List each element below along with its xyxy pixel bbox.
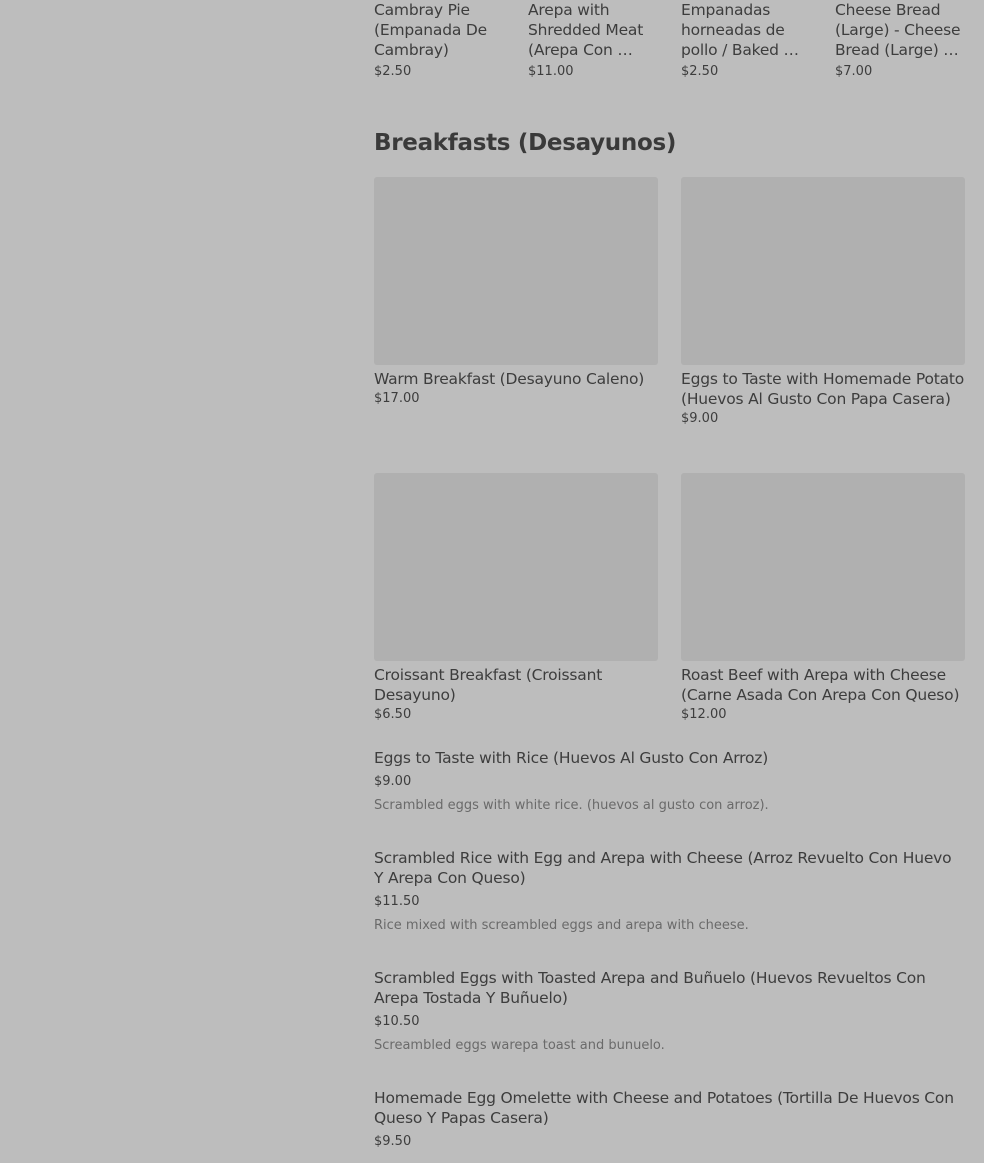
- item-title: Scrambled Eggs with Toasted Arepa and Buñuelo (Huevos Revueltos Con Arepa Tostada Y Buñuelo): [374, 969, 926, 1007]
- item-title: Homemade Egg Omelette with Cheese and Potatoes (Tortilla De Huevos Con Queso Y Papas Casera): [374, 1089, 954, 1127]
- menu-list-item[interactable]: [374, 1088, 964, 1149]
- item-description: Scrambled eggs with white rice. (huevos al gusto con arroz).: [374, 798, 769, 813]
- item-title: Warm Breakfast (Desayuno Caleno): [374, 370, 645, 388]
- menu-card-baked-empanadas[interactable]: [681, 0, 815, 79]
- menu-card-cambray-pie[interactable]: [374, 0, 508, 79]
- item-image-placeholder: [374, 177, 658, 365]
- item-title: Cheese Bread (Large) - Cheese Bread (Large) …: [835, 1, 961, 59]
- item-title: Croissant Breakfast (Croissant Desayuno): [374, 666, 603, 704]
- item-image-placeholder: [374, 473, 658, 661]
- item-title: Roast Beef with Arepa with Cheese (Carne Asada Con Arepa Con Queso): [681, 666, 960, 704]
- item-title: Arepa with Shredded Meat (Arepa Con …: [528, 1, 644, 59]
- item-image-placeholder: [681, 177, 965, 365]
- menu-card-warm-breakfast[interactable]: [374, 177, 658, 406]
- menu-card-eggs-homemade-potato[interactable]: [681, 177, 965, 426]
- item-description: Rice mixed with screambled eggs and arepa with cheese.: [374, 918, 749, 933]
- item-price: $9.00: [374, 774, 412, 789]
- menu-list-item[interactable]: [374, 968, 964, 1053]
- menu-card-roast-beef-arepa[interactable]: [681, 473, 965, 722]
- item-description: Screambled eggs warepa toast and bunuelo.: [374, 1038, 665, 1053]
- item-price: $11.50: [374, 894, 420, 909]
- menu-card-arepa-shredded-meat[interactable]: [528, 0, 662, 79]
- item-price: $11.00: [528, 64, 574, 79]
- menu-card-croissant-breakfast[interactable]: [374, 473, 658, 722]
- item-price: $9.50: [374, 1134, 412, 1149]
- item-image-placeholder: [681, 473, 965, 661]
- item-title: Eggs to Taste with Homemade Potato (Huevos Al Gusto Con Papa Casera): [681, 370, 965, 408]
- menu-list-item[interactable]: [374, 748, 964, 813]
- item-price: $2.50: [681, 64, 719, 79]
- item-price: $17.00: [374, 391, 420, 406]
- item-title: Empanadas horneadas de pollo / Baked …: [681, 1, 799, 59]
- item-title: Cambray Pie (Empanada De Cambray): [374, 1, 487, 59]
- item-price: $12.00: [681, 707, 727, 722]
- item-price: $9.00: [681, 411, 719, 426]
- item-price: $7.00: [835, 64, 873, 79]
- section-title-breakfasts: Breakfasts (Desayunos): [374, 130, 677, 156]
- item-price: $10.50: [374, 1014, 420, 1029]
- item-title: Eggs to Taste with Rice (Huevos Al Gusto Con Arroz): [374, 749, 769, 767]
- menu-card-cheese-bread[interactable]: [835, 0, 969, 79]
- item-title: Scrambled Rice with Egg and Arepa with Cheese (Arroz Revuelto Con Huevo Y Arepa Con Queso): [374, 849, 952, 887]
- item-price: $2.50: [374, 64, 412, 79]
- menu-list-item[interactable]: [374, 848, 964, 933]
- item-price: $6.50: [374, 707, 412, 722]
